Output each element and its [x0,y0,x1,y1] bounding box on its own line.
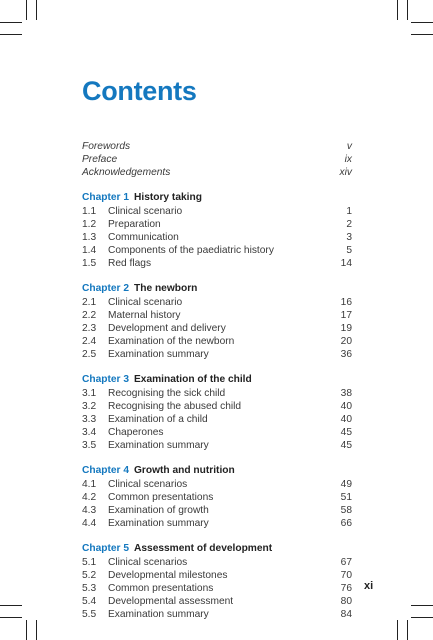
section-entry[interactable] [82,231,352,244]
section-entry[interactable] [82,595,352,608]
crop-mark [0,617,22,618]
entry-page: xiv [339,167,352,178]
crop-mark [411,34,433,35]
section-label: Developmental milestones [108,570,228,581]
section-page: 2 [346,219,352,230]
chapter-title: Growth and nutrition [134,465,235,476]
section-page: 36 [340,349,352,360]
section-entry[interactable] [82,400,352,413]
section-page: 70 [340,570,352,581]
section-entry[interactable] [82,309,352,322]
chapter-heading[interactable] [82,373,352,387]
section-page: 67 [340,557,352,568]
section-page: 76 [340,583,352,594]
chapter-block [82,282,352,361]
section-entry[interactable] [82,296,352,309]
front-matter-entry[interactable] [82,166,352,179]
chapter-title: History taking [134,192,202,203]
section-page: 45 [340,427,352,438]
section-entry[interactable] [82,413,352,426]
section-label: Examination summary [108,609,209,620]
section-number: 2.3 [82,323,97,334]
section-entry[interactable] [82,556,352,569]
section-number: 3.3 [82,414,97,425]
entry-page: ix [344,154,352,165]
chapter-number: Chapter 3 [82,374,129,385]
section-number: 5.4 [82,596,97,607]
section-number: 5.3 [82,583,97,594]
page-title: Contents [82,76,197,106]
section-page: 14 [340,258,352,269]
page-number: xi [364,580,374,592]
entry-label: Preface [82,154,118,165]
section-label: Recognising the sick child [108,388,226,399]
chapter-title: The newborn [134,283,198,294]
section-entry[interactable] [82,244,352,257]
chapter-heading[interactable] [82,464,352,478]
chapter-heading[interactable] [82,282,352,296]
section-number: 2.4 [82,336,97,347]
section-number: 5.2 [82,570,97,581]
section-label: Common presentations [108,583,214,594]
section-entry[interactable] [82,491,352,504]
section-label: Maternal history [108,310,181,321]
section-number: 2.2 [82,310,97,321]
section-label: Development and delivery [108,323,226,334]
section-label: Developmental assessment [108,596,234,607]
crop-mark [36,620,37,640]
section-entry[interactable] [82,582,352,595]
crop-mark [411,605,433,606]
chapter-number: Chapter 4 [82,465,129,476]
section-page: 40 [340,401,352,412]
section-entry[interactable] [82,335,352,348]
crop-mark [397,620,398,640]
section-number: 3.5 [82,440,97,451]
section-entry[interactable] [82,257,352,270]
entry-page: v [346,141,352,152]
chapter-number: Chapter 1 [82,192,129,203]
section-page: 40 [340,414,352,425]
crop-mark [407,620,408,640]
chapter-title: Examination of the child [134,374,252,385]
section-entry[interactable] [82,439,352,452]
crop-mark [407,0,408,20]
crop-mark [0,22,22,23]
section-label: Chaperones [108,427,164,438]
section-number: 3.1 [82,388,97,399]
section-page: 20 [340,336,352,347]
chapter-heading[interactable] [82,542,352,556]
section-number: 1.3 [82,232,97,243]
section-number: 3.2 [82,401,97,412]
crop-mark [26,620,27,640]
chapter-number: Chapter 2 [82,283,129,294]
chapter-heading[interactable] [82,191,352,205]
section-label: Components of the paediatric history [108,245,274,256]
section-page: 49 [340,479,352,490]
section-label: Examination of the newborn [108,336,235,347]
section-entry[interactable] [82,205,352,218]
section-entry[interactable] [82,426,352,439]
section-entry[interactable] [82,322,352,335]
crop-mark [0,605,22,606]
section-label: Clinical scenarios [108,557,188,568]
crop-mark [397,0,398,20]
section-number: 1.1 [82,206,97,217]
section-page: 45 [340,440,352,451]
entry-label: Forewords [82,141,131,152]
section-entry[interactable] [82,517,352,530]
section-label: Examination summary [108,518,209,529]
section-number: 5.1 [82,557,97,568]
section-number: 4.4 [82,518,97,529]
section-entry[interactable] [82,478,352,491]
front-matter-entry[interactable] [82,153,352,166]
front-matter-entry[interactable] [82,140,352,153]
section-entry[interactable] [82,218,352,231]
section-entry[interactable] [82,569,352,582]
section-page: 17 [340,310,352,321]
section-number: 1.5 [82,258,97,269]
section-entry[interactable] [82,504,352,517]
chapter-block [82,464,352,530]
section-number: 1.2 [82,219,97,230]
section-number: 4.3 [82,505,97,516]
crop-mark [411,22,433,23]
chapter-number: Chapter 5 [82,543,129,554]
section-page: 16 [340,297,352,308]
section-page: 19 [340,323,352,334]
section-page: 84 [340,609,352,620]
section-label: Examination of a child [108,414,208,425]
section-label: Examination summary [108,349,209,360]
section-page: 51 [340,492,352,503]
section-page: 66 [340,518,352,529]
section-label: Common presentations [108,492,214,503]
section-label: Clinical scenario [108,297,183,308]
section-entry[interactable] [82,387,352,400]
entry-label: Acknowledgements [82,167,171,178]
section-page: 58 [340,505,352,516]
section-number: 4.2 [82,492,97,503]
section-page: 5 [346,245,352,256]
section-label: Red flags [108,258,152,269]
section-number: 3.4 [82,427,97,438]
section-page: 1 [346,206,352,217]
section-number: 1.4 [82,245,97,256]
table-of-contents [82,140,352,621]
front-matter-list [82,140,352,179]
chapter-title: Assessment of development [134,543,273,554]
section-number: 4.1 [82,479,97,490]
section-entry[interactable] [82,608,352,621]
crop-mark [36,0,37,20]
section-number: 5.5 [82,609,97,620]
section-label: Examination of growth [108,505,209,516]
section-entry[interactable] [82,348,352,361]
section-label: Preparation [108,219,161,230]
section-page: 38 [340,388,352,399]
chapter-block [82,542,352,621]
section-number: 2.5 [82,349,97,360]
crop-mark [0,34,22,35]
crop-mark [26,0,27,20]
section-page: 80 [340,596,352,607]
crop-mark [411,617,433,618]
section-number: 2.1 [82,297,97,308]
section-label: Clinical scenario [108,206,183,217]
chapter-block [82,373,352,452]
section-label: Examination summary [108,440,209,451]
section-label: Communication [108,232,179,243]
section-page: 3 [346,232,352,243]
section-label: Recognising the abused child [108,401,242,412]
chapter-block [82,191,352,270]
section-label: Clinical scenarios [108,479,188,490]
